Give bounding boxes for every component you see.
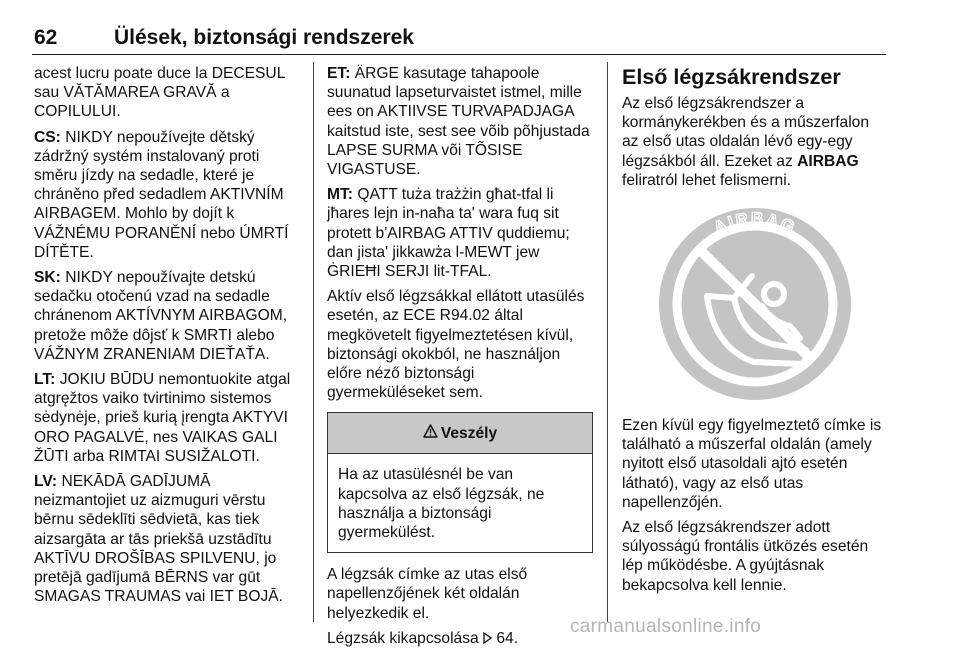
column-1 [34, 64, 300, 612]
column-3 [622, 64, 888, 601]
column-divider [607, 62, 608, 622]
language-code: SK: [34, 269, 61, 287]
language-code: LV: [34, 473, 58, 491]
paragraph-text: NEKĀDĀ GADĪJUMĀ neizmantojiet uz aizmuguri vērstu bērnu sēdeklīti sēdvietā, kas tiek aizsargāta ar tās priekšā uzstādītu AKTĪVU DROŠĪBAS SPILVENU, jo pretējā gadījumā BĒRNS var gūt SMAGAS TRAUMAS vai IET BOJĀ. [34, 473, 283, 606]
paragraph: Az első légzsákrendszer adott súlyosságú frontális ütközés esetén lép működésbe. A gyújtásnak bekapcsolva kell lennie. [622, 519, 869, 594]
airbag-warning-figure [622, 198, 888, 404]
reference-text: Légzsák kikapcsolása [327, 629, 484, 647]
paragraph-lv [34, 472, 300, 606]
paragraph-text: NIKDY nepoužívajte detskú sedačku otočenú vzad na sedadle chránenom AKTÍVNYM AIRBAGOM, pretože môže dôjsť k SMRTI alebo VÁŽNYM ZRANENIAM DIEŤAŤA. [34, 269, 288, 363]
rear-facing-child-seat-prohibited-icon [622, 198, 888, 404]
airbag-label: AIRBAG [710, 208, 800, 238]
watermark: carmanualsonline.info [570, 616, 762, 637]
paragraph-lt [34, 370, 300, 466]
danger-title: Veszély [440, 424, 498, 442]
paragraph-text: NIKDY nepoužívejte dětský zádržný systém instalovaný proti směru jízdy na sedadle, které je chráněno před sedadlem AKTIVNÍM AIRBAGEM. Mohlo by dojít k VÁŽNÉMU PORANĚNÍ nebo ÚMRTÍ DÍTĚTE. [34, 128, 289, 261]
paragraph: A légzsák címke az utas első napellenzőjének két oldalán helyezkedik el. [327, 566, 528, 622]
paragraph-text: JOKIU BŪDU nemontuokite atgal atgręžtos vaiko tvirtinimo sistemos sėdynėje, prieš kurią įrengta AKTYVI ORO PAGALVĖ, nes VAIKAS GALI ŽŪTI arba RIMTAI SUSIŽALOTI. [34, 371, 291, 465]
danger-box [327, 412, 593, 553]
language-code: CS: [34, 128, 61, 146]
paragraph-mt [327, 185, 593, 281]
reference-page[interactable]: 64. [492, 629, 519, 647]
paragraph: Ezen kívül egy figyelmeztető címke is található a műszerfal oldalán (amely nyitott első utasoldali ajtó esetén látható), vagy az első utas napellenzőjén. [622, 417, 882, 511]
paragraph: acest lucru poate duce la DECESUL sau VĂTĂMAREA GRAVĂ a COPILULUI. [34, 65, 285, 121]
page-reference-triangle-icon [483, 630, 492, 647]
paragraph: Aktív első légzsákkal ellátott utasülés esetén, az ECE R94.02 által megkövetelt figyelmeztetésen kívül, biztonsági okokból, ne használjon előre néző biztonsági gyermeküléseket sem. [327, 288, 585, 402]
danger-header [328, 413, 592, 454]
paragraph-text: feliratról lehet felismerni. [622, 171, 791, 189]
paragraph-sk [34, 268, 300, 364]
page-header [32, 14, 886, 55]
paragraph-cs [34, 128, 300, 262]
page-number: 62 [34, 26, 58, 49]
danger-body: Ha az utasülésnél be van kapcsolva az első légzsák, ne használja a biztonsági gyermekülést. [338, 466, 545, 542]
paragraph-et [327, 64, 593, 179]
running-title: Ülések, biztonsági rendszerek [114, 26, 414, 49]
warning-triangle-icon [423, 424, 438, 443]
paragraph-text: Az első légzsákrendszer a kormánykerékben és a műszerfalon az első utas oldalán lévő egy-egy légzsákból áll. Ezeket az [622, 95, 870, 170]
paragraph-text: QATT tuża trażżin għat-tfal li jħares lejn in-naħa ta' wara fuq sit protett b'AIRBAG ATTIV quddiemu; dan jista' jikkawża l-MEWT jew ĠRIEĦI SERJI lit-TFAL. [327, 186, 570, 281]
column-divider [313, 62, 314, 622]
cross-reference [327, 629, 593, 648]
language-code: ET: [327, 65, 351, 82]
language-code: MT: [327, 186, 353, 204]
airbag-term: AIRBAG [797, 152, 859, 170]
paragraph [622, 94, 888, 190]
paragraph-text: ÄRGE kasutage tahapoole suunatud lapseturvaistet istmel, mille ees on AKTIIVSE TURVAPADJAGA kaitstud iste, sest see võib põhjustada LAPSE SURMA või TÕSISE VIGASTUSE. [327, 65, 590, 179]
language-code: LT: [34, 371, 56, 389]
column-2 [327, 64, 593, 654]
section-title: Első légzsákrendszer [622, 65, 841, 89]
